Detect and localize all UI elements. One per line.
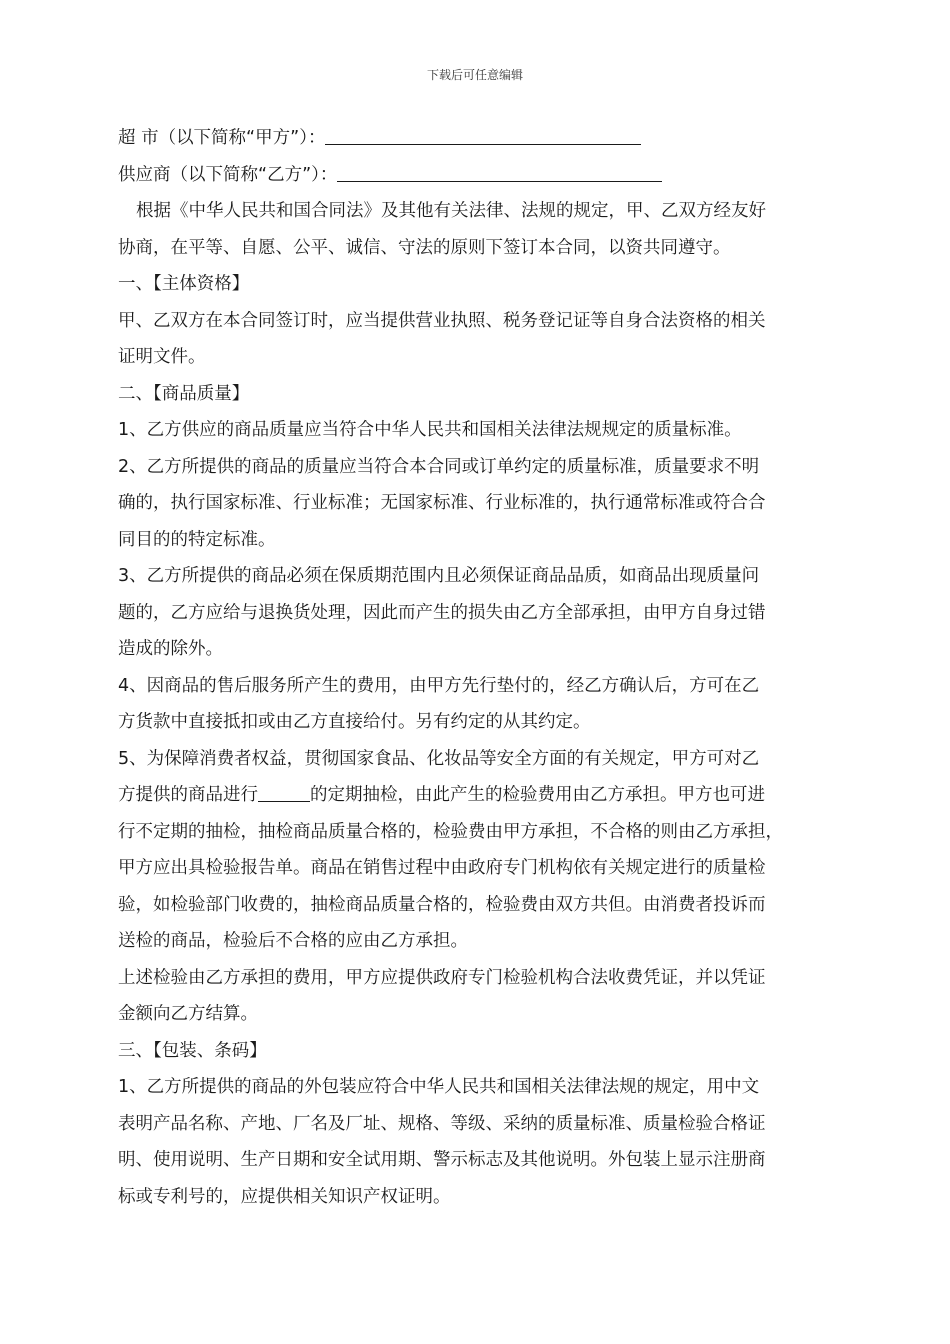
paragraph-line: 造成的除外。 bbox=[118, 639, 223, 659]
paragraph-line: 同目的的特定标准。 bbox=[118, 529, 276, 550]
paragraph-line: 方货款中直接抵扣或由乙方直接给付。另有约定的从其约定。 bbox=[118, 712, 591, 732]
paragraph-line: 甲方应出具检验报告单。商品在销售过程中由政府专门机构依有关规定进行的质量检 bbox=[118, 858, 766, 878]
party-a-label: 超 市（以下简称“甲方”）： bbox=[118, 128, 326, 148]
party-b-blank[interactable] bbox=[337, 161, 662, 182]
paragraph-line: 验，如检验部门收费的，抽检商品质量合格的，检验费由双方共但。由消费者投诉而 bbox=[118, 894, 766, 915]
section-heading: 三、【包装、条码】 bbox=[118, 1040, 267, 1061]
paragraph-line: 2、乙方所提供的商品的质量应当符合本合同或订单约定的质量标准，质量要求不明 bbox=[118, 456, 760, 477]
paragraph-line: 3、乙方所提供的商品必须在保质期范围内且必须保证商品品质，如商品出现质量问 bbox=[118, 566, 760, 586]
paragraph-line: 表明产品名称、产地、厂名及厂址、规格、等级、采纳的质量标准、质量检验合格证 bbox=[118, 1113, 766, 1134]
paragraph-text: 的定期抽检，由此产生的检验费用由乙方承担。甲方也可进 bbox=[310, 785, 765, 805]
paragraph-line: 行不定期的抽检，抽检商品质量合格的，检验费由甲方承担，不合格的则由乙方承担， bbox=[118, 821, 783, 842]
inspection-frequency-blank[interactable] bbox=[258, 781, 310, 802]
paragraph-line: 题的，乙方应给与退换货处理，因此而产生的损失由乙方全部承担，由甲方自身过错 bbox=[118, 602, 766, 623]
party-b-label: 供应商（以下简称“乙方”）： bbox=[118, 164, 338, 185]
preamble-line: 协商，在平等、自愿、公平、诚信、守法的原则下签订本合同，以资共同遵守。 bbox=[118, 237, 731, 258]
paragraph-line: 确的，执行国家标准、行业标准；无国家标准、行业标准的，执行通常标准或符合合 bbox=[118, 493, 766, 513]
paragraph-line: 甲、乙双方在本合同签订时，应当提供营业执照、税务登记证等自身合法资格的相关 bbox=[118, 310, 766, 331]
party-b-line bbox=[118, 157, 843, 194]
party-a-line bbox=[118, 120, 843, 157]
paragraph-line: 标或专利号的，应提供相关知识产权证明。 bbox=[118, 1186, 451, 1207]
paragraph-line: 4、因商品的售后服务所产生的费用，由甲方先行垫付的，经乙方确认后，方可在乙 bbox=[118, 675, 760, 696]
party-a-blank[interactable] bbox=[325, 124, 641, 145]
page-header: 下载后可任意编辑 bbox=[426, 68, 523, 82]
paragraph-line: 上述检验由乙方承担的费用，甲方应提供政府专门检验机构合法收费凭证，并以凭证 bbox=[118, 967, 766, 988]
paragraph-line: 明、使用说明、生产日期和安全试用期、警示标志及其他说明。外包装上显示注册商 bbox=[118, 1150, 766, 1170]
preamble-line: 根据《中华人民共和国合同法》及其他有关法律、法规的规定，甲、乙双方经友好 bbox=[136, 201, 766, 221]
paragraph-line: 1、乙方所提供的商品的外包装应符合中华人民共和国相关法律法规的规定，用中文 bbox=[118, 1077, 760, 1097]
section-heading: 一、【主体资格】 bbox=[118, 274, 250, 294]
section-heading: 二、【商品质量】 bbox=[118, 383, 250, 404]
paragraph-line: 1、乙方供应的商品质量应当符合中华人民共和国相关法律法规规定的质量标准。 bbox=[118, 420, 742, 440]
paragraph-line: 送检的商品，检验后不合格的应由乙方承担。 bbox=[118, 931, 468, 951]
paragraph-line bbox=[118, 777, 843, 814]
paragraph-line: 证明文件。 bbox=[118, 347, 206, 367]
paragraph-text: 方提供的商品进行 bbox=[118, 785, 258, 805]
paragraph-line: 5、为保障消费者权益，贯彻国家食品、化妆品等安全方面的有关规定，甲方可对乙 bbox=[118, 748, 760, 769]
paragraph-line: 金额向乙方结算。 bbox=[118, 1004, 258, 1024]
contract-body bbox=[118, 120, 843, 1215]
